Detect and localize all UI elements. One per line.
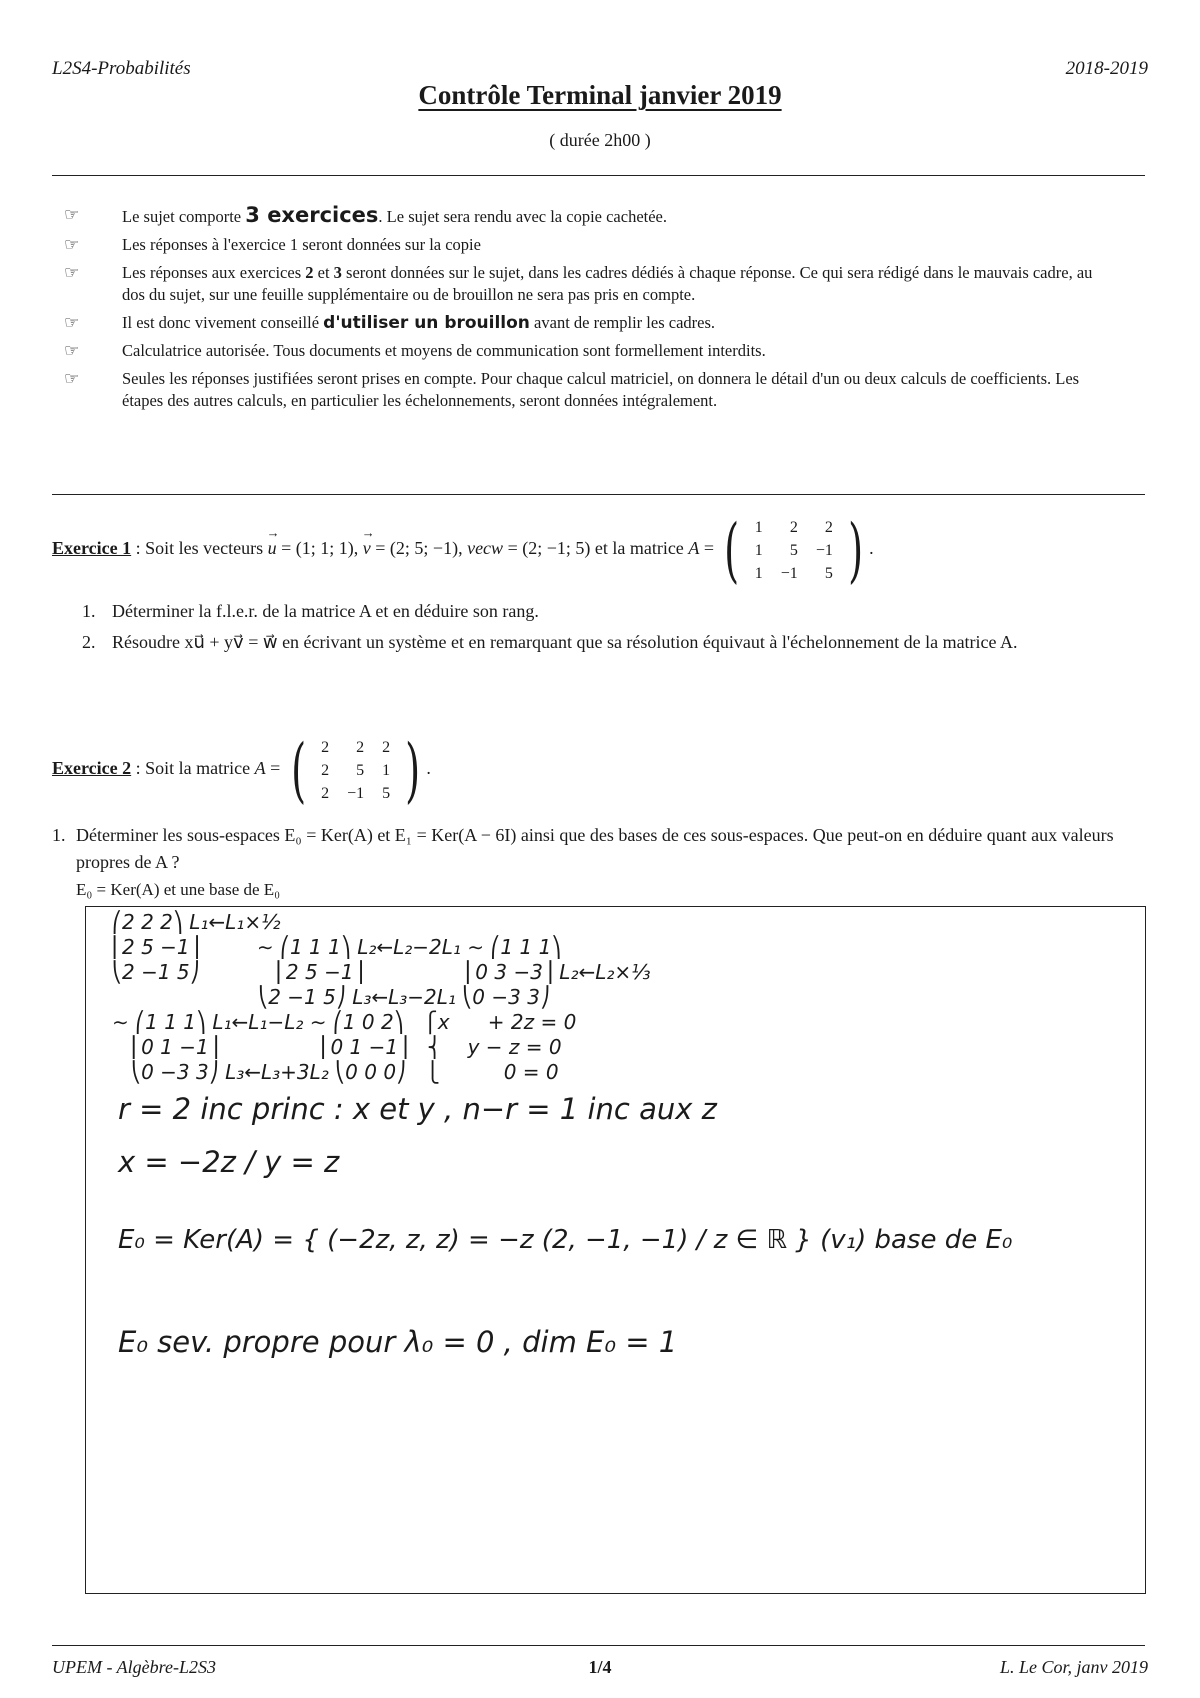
footer-divider xyxy=(52,1645,1145,1646)
pointing-hand-icon: ☞ xyxy=(64,235,80,255)
page-number: 1/4 xyxy=(588,1657,612,1677)
vector-arrow-icon: → xyxy=(361,525,375,541)
year-label: 2018-2019 xyxy=(1065,58,1148,79)
instruction-item: ☞ Les réponses aux exercices 2 et 3 seront données sur le sujet, dans les cadres dédiés à chaque réponse. Ce qui sera rédigé dans le mauvais cadre, au dos du sujet, sur une feuille supplémentaire ou de brouillon ne sera pas pris en compte. xyxy=(64,263,1093,304)
exercise-1-statement: Exercice 1 : Soit les vecteurs u → = (1; 1; 1), v → = (2; 5; −1), vecw = (2; −1; 5) et la matrice A = ( 1 2 2 1 5 −1 1 −1 5 ) . xyxy=(52,509,874,591)
handwritten-eigen-line: E₀ sev. propre pour λ₀ = 0 , dim E₀ = 1 xyxy=(118,1325,678,1359)
instruction-item: ☞ Il est donc vivement conseillé d'utiliser un brouillon avant de remplir les cadres. xyxy=(64,313,716,333)
pointing-hand-icon: ☞ xyxy=(64,341,80,361)
exercise-1-label: Exercice 1 xyxy=(52,538,132,559)
pointing-hand-icon: ☞ xyxy=(64,263,80,283)
question-item: 1. Déterminer la f.l.e.r. de la matrice A et en déduire son rang. xyxy=(82,601,539,621)
question-item: 2. Résoudre xu⃗ + yv⃗ = w⃗ en écrivant un système et en remarquant que sa résolution équivaut à l'échelonnement de la matrice A. xyxy=(82,632,1018,652)
handwritten-rank-line: r = 2 inc princ : x et y , n−r = 1 inc aux z xyxy=(118,1092,717,1126)
footer-author: L. Le Cor, janv 2019 xyxy=(999,1657,1148,1677)
pointing-hand-icon: ☞ xyxy=(64,205,80,225)
instructions-list xyxy=(64,204,1104,418)
pointing-hand-icon: ☞ xyxy=(64,369,80,389)
instruction-item: ☞ Le sujet comporte 3 exercices. Le sujet sera rendu avec la copie cachetée. xyxy=(64,203,668,227)
handwritten-solution-line: x = −2z / y = z xyxy=(118,1145,340,1179)
duration-label: ( durée 2h00 ) xyxy=(549,130,651,150)
course-label: L2S4-Probabilités xyxy=(52,58,191,79)
page-title: Contrôle Terminal janvier 2019 xyxy=(418,80,782,110)
exercise-1-questions xyxy=(82,598,1022,656)
handwritten-row-reduction-2: ∼ ⎛1 1 1⎞ L₁←L₁−L₂ ∼ ⎛1 0 2⎞ ⎧x + 2z = 0 ⎜0 1 −1⎟ ⎜0 1 −1⎟ ⎨ y − z = 0 ⎝0 −3 3⎠ L₃←L₃+3L₂ ⎝0 0 0⎠ ⎩ 0 = 0 xyxy=(112,1010,577,1084)
top-divider xyxy=(52,175,1145,176)
footer-course: UPEM - Algèbre-L2S3 xyxy=(52,1657,216,1677)
pointing-hand-icon: ☞ xyxy=(64,313,80,333)
matrix-a-ex2: ( 2 2 2 2 5 1 2 −1 5 ) xyxy=(290,729,421,811)
handwritten-row-reduction: ⎛2 2 2⎞ L₁←L₁×½ ⎜2 5 −1⎟ ∼ ⎛1 1 1⎞ L₂←L₂−2L₁ ∼ ⎛1 1 1⎞ ⎝2 −1 5⎠ ⎜2 5 −1⎟ ⎜0 3 −3⎟ L₂←L₂×⅓ ⎝2 −1 5⎠ L₃←L₃−2L₁ ⎝0 −3 3⎠ xyxy=(112,910,651,1009)
middle-divider xyxy=(52,494,1145,495)
exercise-2-statement: Exercice 2 : Soit la matrice A = ( 2 2 2 2 5 1 2 −1 5 ) . xyxy=(52,729,431,811)
handwritten-kernel-line: E₀ = Ker(A) = { (−2z, z, z) = −z (2, −1, −1) / z ∈ ℝ } (v₁) base de E₀ xyxy=(118,1225,1013,1255)
matrix-a-ex1: ( 1 2 2 1 5 −1 1 −1 5 ) xyxy=(724,509,864,591)
instruction-item: ☞ Seules les réponses justifiées seront prises en compte. Pour chaque calcul matriciel, on donnera le détail d'un ou deux calculs de coefficients. Les étapes des autres calculs, en particulier les échelonnements, seront données intégralement. xyxy=(64,369,1080,410)
instruction-item: ☞ Calculatrice autorisée. Tous documents et moyens de communication sont formellement interdits. xyxy=(64,341,766,361)
instruction-item: ☞ Les réponses à l'exercice 1 seront données sur la copie xyxy=(64,235,481,255)
exercise-2-question-1: 1. Déterminer les sous-espaces E₀ = Ker(A) et E₁ = Ker(A − 6I) ainsi que des bases de ces sous-espaces. Que peut-on en déduire quant aux valeurs propres de A ? xyxy=(52,825,1114,872)
answer-box-caption: E₀ = Ker(A) et une base de E₀ xyxy=(76,880,281,899)
exercise-2-label: Exercice 2 xyxy=(52,758,132,779)
vector-arrow-icon: → xyxy=(266,525,280,541)
